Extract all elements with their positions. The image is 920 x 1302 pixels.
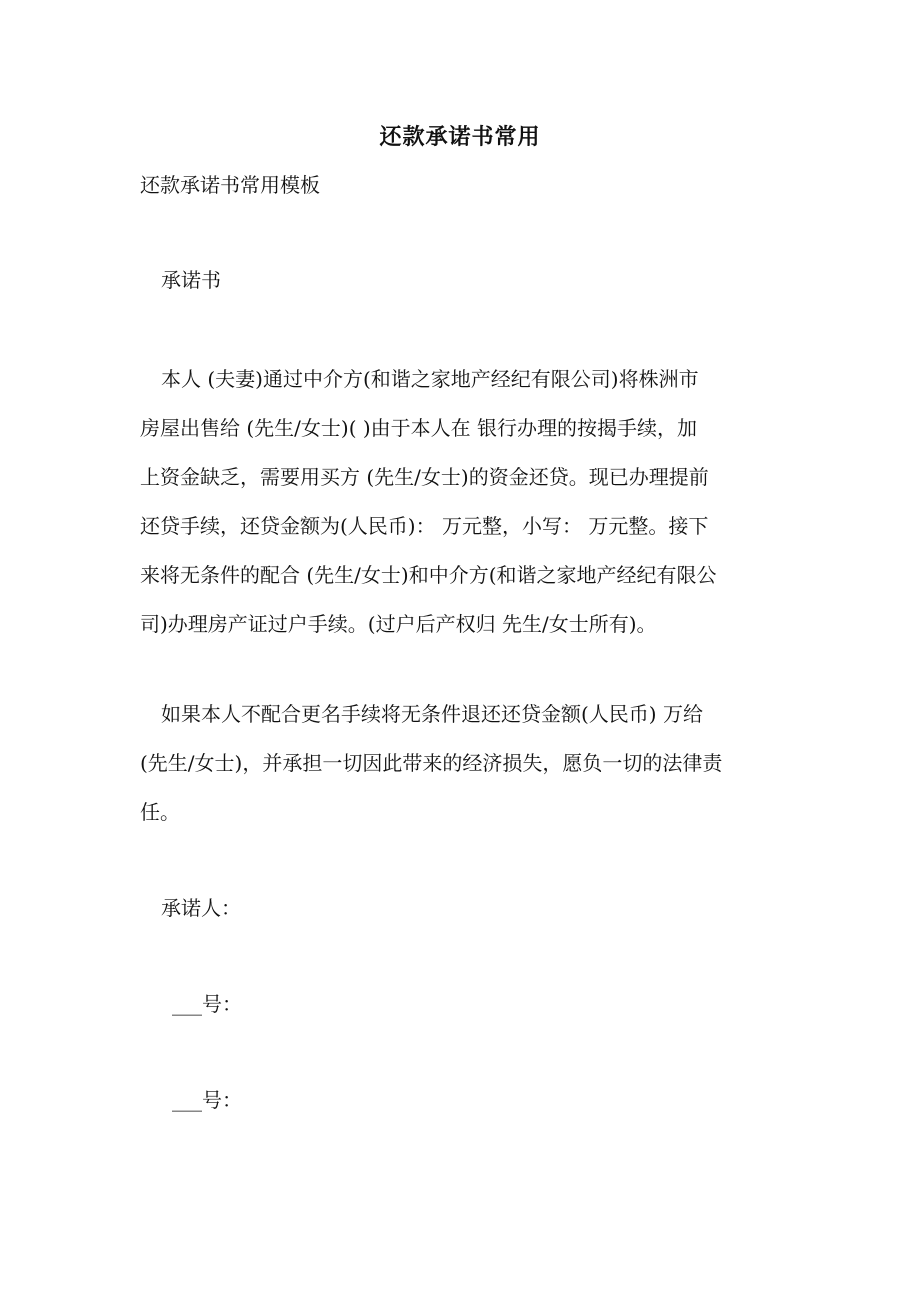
- paragraph-line: 如果本人不配合更名手续将无条件退还还贷金额(人民币) 万给: [161, 702, 703, 726]
- paragraph-commitment: [140, 355, 790, 649]
- number-line-1: ___号：: [172, 992, 242, 1016]
- paragraph-line: 来将无条件的配合 (先生/女士)和中介方(和谐之家地产经纪有限公: [140, 563, 717, 587]
- paragraph-line: 任。: [140, 800, 180, 824]
- paragraph-line: 司)办理房产证过户手续。(过户后产权归 先生/女士所有)。: [140, 612, 657, 636]
- paragraph-liability: [140, 690, 790, 837]
- paragraph-line: 上资金缺乏，需要用买方 (先生/女士)的资金还贷。现已办理提前: [140, 465, 709, 489]
- document-subtitle: 还款承诺书常用模板: [140, 173, 320, 197]
- paragraph-line: 还贷手续，还贷金额为(人民币)： 万元整，小写： 万元整。接下: [140, 514, 709, 538]
- paragraph-line: (先生/女士)，并承担一切因此带来的经济损失，愿负一切的法律责: [140, 751, 723, 775]
- document-title: 还款承诺书常用: [379, 124, 541, 150]
- number-line-2: ___号：: [172, 1088, 242, 1112]
- paragraph-line: 本人 (夫妻)通过中介方(和谐之家地产经纪有限公司)将株洲市: [161, 367, 699, 391]
- section-heading: 承诺书: [161, 268, 221, 292]
- signature-label: 承诺人：: [161, 896, 241, 920]
- paragraph-line: 房屋出售给 (先生/女士)( )由于本人在 银行办理的按揭手续，加: [140, 416, 698, 440]
